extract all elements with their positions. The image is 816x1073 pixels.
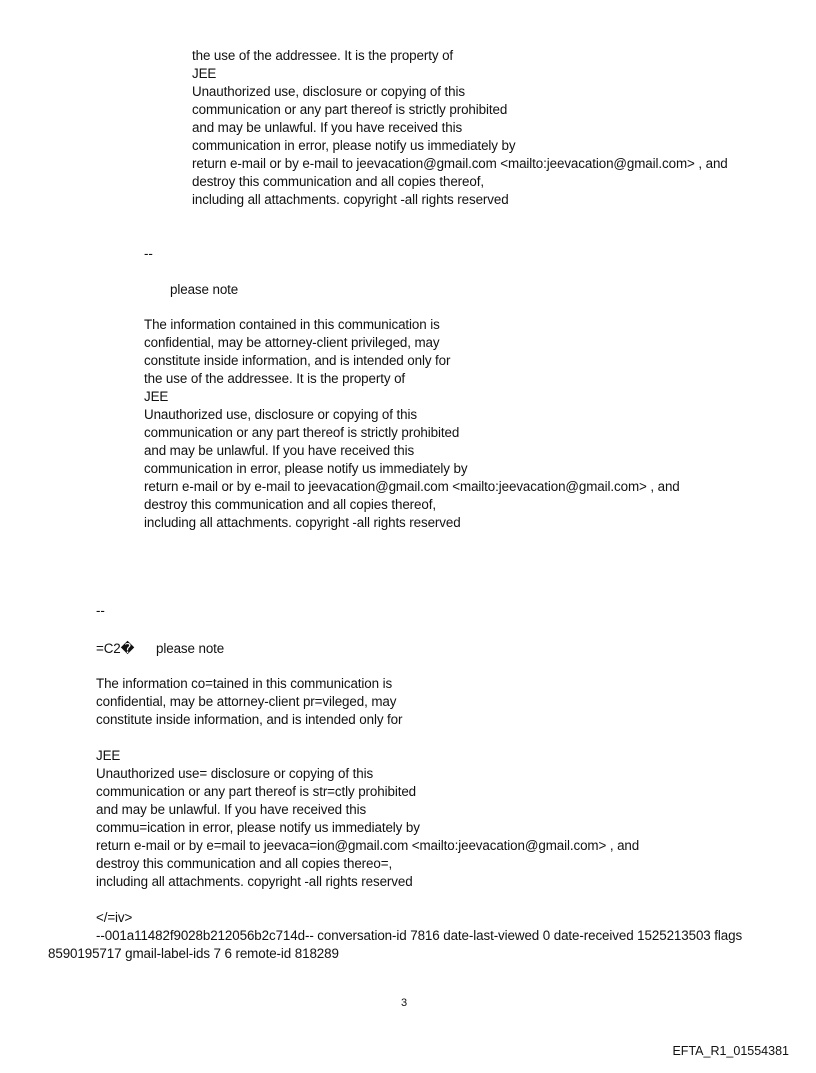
b3-closing-tag: </=iv>: [96, 910, 133, 925]
b1-line-5: and may be unlawful. If you have received this: [192, 120, 463, 135]
b2-line-8: and may be unlawful. If you have received this: [144, 443, 415, 458]
b1-line-8: destroy this communication and all copies thereof,: [192, 174, 484, 189]
b1-line-7: return e-mail or by e-mail to jeevacation@gmail.com <mailto:jeevacation@gmail.com> , and: [192, 156, 728, 171]
page-number: 3: [401, 997, 408, 1009]
b3-line-11: including all attachments. copyright -all rights reserved: [96, 874, 413, 889]
b3-meta-line-2: 8590195717 gmail-label-ids 7 6 remote-id 818289: [48, 946, 339, 961]
b3-line-1: The information co=tained in this communication is: [96, 676, 393, 691]
b2-line-2: confidential, may be attorney-client privileged, may: [144, 335, 440, 350]
b1-line-9: including all attachments. copyright -all rights reserved: [192, 192, 509, 207]
b3-line-8: commu=ication in error, please notify us immediately by: [96, 820, 420, 835]
b3-line-5: Unauthorized use= disclosure or copying of this: [96, 766, 374, 781]
b2-line-6: Unauthorized use, disclosure or copying of this: [144, 407, 417, 422]
document-id: EFTA_R1_01554381: [672, 1044, 789, 1058]
b2-separator: --: [144, 246, 153, 261]
b2-line-12: including all attachments. copyright -all rights reserved: [144, 515, 461, 530]
b3-heading-prefix: =C2�: [96, 641, 135, 656]
b2-line-5: JEE: [144, 389, 169, 404]
b2-line-4: the use of the addressee. It is the property of: [144, 371, 406, 386]
b3-line-3: constitute inside information, and is intended only for: [96, 712, 403, 727]
b3-meta-line-1: --001a11482f9028b212056b2c714d-- conversation-id 7816 date-last-viewed 0 date-received 1525213503 flags: [96, 928, 743, 943]
b3-line-4: JEE: [96, 748, 121, 763]
b3-line-6: communication or any part thereof is str=ctly prohibited: [96, 784, 417, 799]
b1-line-4: communication or any part thereof is strictly prohibited: [192, 102, 508, 117]
b3-line-2: confidential, may be attorney-client pr=vileged, may: [96, 694, 397, 709]
b1-line-2: JEE: [192, 66, 217, 81]
b3-line-9: return e-mail or by e=mail to jeevaca=ion@gmail.com <mailto:jeevacation@gmail.com> , and: [96, 838, 640, 853]
b1-line-6: communication in error, please notify us immediately by: [192, 138, 516, 153]
b1-line-1: the use of the addressee. It is the property of: [192, 48, 454, 63]
b3-line-7: and may be unlawful. If you have received this: [96, 802, 367, 817]
b2-heading: please note: [170, 282, 239, 297]
b2-line-9: communication in error, please notify us immediately by: [144, 461, 468, 476]
b2-line-11: destroy this communication and all copies thereof,: [144, 497, 436, 512]
b3-heading: please note: [156, 641, 225, 656]
b2-line-10: return e-mail or by e-mail to jeevacation@gmail.com <mailto:jeevacation@gmail.com> , and: [144, 479, 680, 494]
b3-line-10: destroy this communication and all copies thereo=,: [96, 856, 393, 871]
b2-line-1: The information contained in this communication is: [144, 317, 440, 332]
b1-line-3: Unauthorized use, disclosure or copying of this: [192, 84, 465, 99]
b2-line-3: constitute inside information, and is intended only for: [144, 353, 451, 368]
b3-separator: --: [96, 603, 105, 618]
b2-line-7: communication or any part thereof is strictly prohibited: [144, 425, 460, 440]
